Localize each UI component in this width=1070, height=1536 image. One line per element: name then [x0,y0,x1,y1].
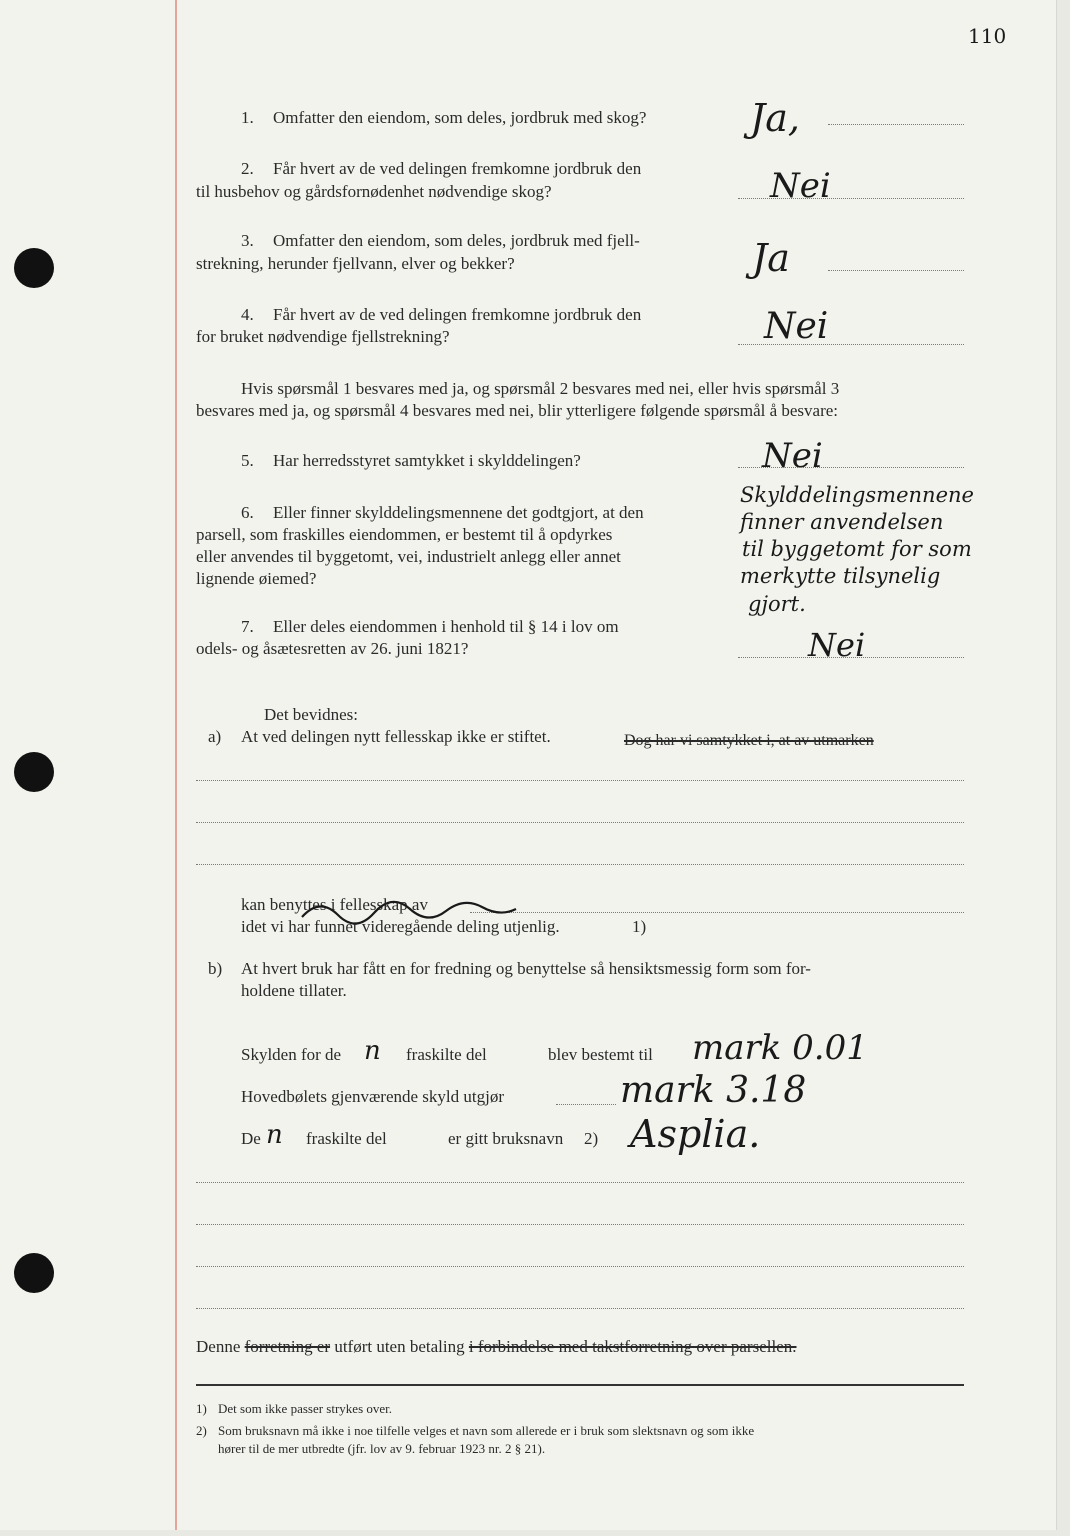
handwritten-insert: n [266,1120,283,1150]
question-number: 3. [241,231,254,250]
instruction-text: besvares med ja, og spørsmål 4 besvares med nei, blir ytterligere følgende spørsmål å besvare: [196,401,839,420]
answer-handwritten: Nei [764,306,829,347]
question-text: parsell, som fraskilles eiendommen, er bestemt til å opdyrkes [196,525,613,544]
footnote-ref: 2) [584,1129,599,1148]
answer-handwritten: finner anvendelsen [740,510,944,534]
item-text: At hvert bruk har fått en for fredning og benyttelse så hensiktsmessig form som for- [241,959,811,978]
question-number: 1. [241,108,254,127]
skyld-label: fraskilte del [406,1045,487,1064]
handwritten-insert: n [364,1036,381,1066]
skyld-value-handwritten: mark 0.01 [692,1028,868,1068]
answer-handwritten: merkytte tilsynelig [740,564,941,588]
question-number: 6. [241,503,254,522]
answer-handwritten: Nei [762,436,823,476]
question-text: lignende øiemed? [196,569,317,588]
skyld-value-handwritten: mark 3.18 [620,1070,807,1111]
skyld-label: De [241,1129,261,1148]
skyld-label: blev bestemt til [548,1045,653,1064]
footnote-mark: 2) [196,1423,207,1438]
question-number: 4. [241,305,254,324]
struck-text: forretning er [244,1337,331,1356]
blank-line [196,1308,964,1309]
question-text: for bruket nødvendige fjellstrekning? [196,327,450,346]
answer-line [738,657,964,658]
struck-text: kan benyttes i fellesskap av [241,895,428,914]
bruksnavn-handwritten: Asplia. [630,1112,761,1156]
blank-line [196,1266,964,1267]
question-text: Har herredsstyret samtykket i skylddelingen? [273,451,581,470]
scribble-strike [300,895,520,925]
footnote-divider [196,1384,964,1386]
blank-line [196,780,964,781]
answer-handwritten: Nei [808,626,866,664]
binder-hole [14,752,54,792]
footnote-mark: 1) [196,1401,207,1416]
skyld-label: Skylden for de [241,1045,342,1064]
question-text: Får hvert av de ved delingen fremkomne jordbruk den [273,159,642,178]
item-label: b) [208,959,223,978]
footnote-text: hører til de mer utbredte (jfr. lov av 9. februar 1923 nr. 2 § 21). [218,1441,546,1456]
instruction-text: Hvis spørsmål 1 besvares med ja, og spørsmål 2 besvares med nei, eller hvis spørsmål 3 [241,379,840,398]
skyld-label: Hovedbølets gjenværende skyld utgjør [241,1087,504,1106]
blank-line [556,1104,616,1105]
binder-hole [14,248,54,288]
answer-handwritten: til byggetomt for som [742,537,972,561]
binder-hole [14,1253,54,1293]
answer-handwritten: Skylddelingsmennene [740,483,974,507]
blank-line [470,912,964,913]
answer-line [828,270,964,271]
item-text: At ved delingen nytt fellesskap ikke er stiftet. [241,727,551,746]
skyld-label: er gitt bruksnavn [448,1129,564,1148]
question-number: 7. [241,617,254,636]
page-number: 110 [968,24,1007,48]
answer-handwritten: gjort. [748,592,806,616]
answer-line [828,124,964,125]
question-text: odels- og åsætesretten av 26. juni 1821? [196,639,469,658]
closing-text: utført uten betaling [334,1337,465,1356]
answer-line [738,467,964,468]
skyld-label: fraskilte del [306,1129,387,1148]
item-label: a) [208,727,222,746]
question-number: 5. [241,451,254,470]
question-text: Eller finner skylddelingsmennene det godtgjort, at den [273,503,644,522]
section-heading: Det bevidnes: [264,705,358,724]
question-number: 2. [241,159,254,178]
question-text: Eller deles eiendommen i henhold til § 14 i lov om [273,617,619,636]
question-text: Omfatter den eiendom, som deles, jordbruk med fjell- [273,231,640,250]
margin-line [175,0,177,1530]
blank-line [196,1182,964,1183]
struck-text: idet vi har funnet videregående deling utjenlig. [241,917,560,936]
answer-handwritten: Nei [770,166,831,206]
question-text: Omfatter den eiendom, som deles, jordbruk med skog? [273,108,647,127]
question-text: til husbehov og gårdsfornødenhet nødvendige skog? [196,182,552,201]
closing-text: Denne [196,1337,241,1356]
blank-line [196,864,964,865]
question-text: strekning, herunder fjellvann, elver og bekker? [196,254,515,273]
struck-text: Dog har vi samtykket i, at av utmarken [624,732,874,749]
closing-statement [196,1336,797,1358]
question-text: Får hvert av de ved delingen fremkomne jordbruk den [273,305,642,324]
answer-handwritten: Ja [752,236,790,280]
question-text: eller anvendes til byggetomt, vei, industrielt anlegg eller annet [196,547,621,566]
answer-line [738,198,964,199]
struck-text: i forbindelse med takstforretning over parsellen. [468,1337,797,1356]
blank-line [196,1224,964,1225]
answer-handwritten: Ja, [750,96,800,140]
item-text: holdene tillater. [241,981,347,1000]
footnote-text: Det som ikke passer strykes over. [218,1401,393,1416]
footnote-ref: 1) [632,917,647,936]
answer-line [738,344,964,345]
blank-line [196,822,964,823]
footnote-text: Som bruksnavn må ikke i noe tilfelle velges et navn som allerede er i bruk som slektsnavn og som ikke [218,1423,755,1438]
